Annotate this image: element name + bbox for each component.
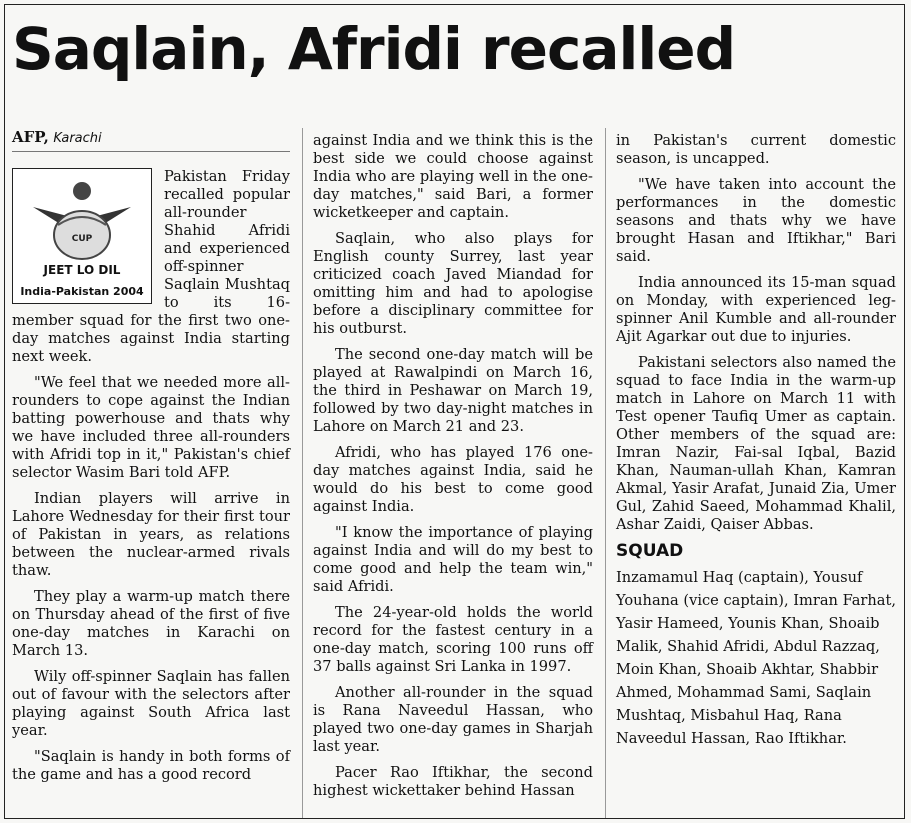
paragraph: against India and we think this is the best side we could choose against India who are playing well in the one-day matches," said Bari, a former wicketkeeper and captain. (313, 132, 593, 221)
byline-agency: AFP, (12, 128, 49, 146)
paragraph: "We feel that we needed more all-rounders to cope against the Indian batting powerhouse and thats why we have included three all-rounders with Afridi top in it," Pakistan's chief selector Wasim Bari told AFP. (12, 374, 290, 481)
paragraph: They play a warm-up match there on Thursday ahead of the first of five one-day matches in Karachi on March 13. (12, 588, 290, 659)
logo-slogan: JEET LO DIL (43, 263, 121, 277)
paragraph: Pakistan Friday recalled popular all-rounder Shahid Afridi and experienced off-spinner Saqlain Mushtaq to its 16-member squad for the first two one-day matches against India starting next week. (12, 168, 290, 365)
paragraph: The second one-day match will be played at Rawalpindi on March 16, the third in Peshawar on March 19, followed by two day-night matches in Lahore on March 21 and 23. (313, 346, 593, 435)
logo-caption: India-Pakistan 2004 (20, 285, 144, 298)
paragraph: Pacer Rao Iftikhar, the second highest wickettaker behind Hassan (313, 764, 593, 799)
paragraph: "I know the importance of playing against India and will do my best to come good and help the team win," said Afridi. (313, 524, 593, 595)
byline-location: Karachi (53, 131, 102, 146)
paragraph: Another all-rounder in the squad is Rana Naveedul Hassan, who played two one-day games in Sharjah last year. (313, 684, 593, 755)
paragraph: in Pakistan's current domestic season, is uncapped. (616, 132, 896, 167)
headline: Saqlain, Afridi recalled (12, 15, 736, 83)
article-column-1 (12, 128, 290, 792)
article-column-3 (616, 132, 896, 750)
paragraph: Saqlain, who also plays for English county Surrey, last year criticized coach Javed Miandad for omitting him and had to apologise before a disciplinary committee for his outburst. (313, 230, 593, 337)
article-column-2 (313, 132, 593, 808)
series-logo (12, 168, 152, 304)
byline (12, 128, 290, 152)
squad-list: Inzamamul Haq (captain), Yousuf Youhana (vice captain), Imran Farhat, Yasir Hameed, Younis Khan, Shoaib Malik, Shahid Afridi, Abdul Razzaq, Moin Khan, Shoaib Akhtar, Shabbir Ahmed, Mohammad Sami, Saqlain Mushtaq, Misbahul Haq, Rana Naveedul Hassan, Rao Iftikhar. (616, 569, 896, 747)
paragraph: Indian players will arrive in Lahore Wednesday for their first tour of Pakistan in years, as relations between the nuclear-armed rivals thaw. (12, 490, 290, 579)
paragraph: Wily off-spinner Saqlain has fallen out of favour with the selectors after playing against South Africa last year. (12, 668, 290, 739)
paragraph: The 24-year-old holds the world record for the fastest century in a one-day match, scoring 100 runs off 37 balls against Sri Lanka in 1997. (313, 604, 593, 675)
paragraph: India announced its 15-man squad on Monday, with experienced leg-spinner Anil Kumble and all-rounder Ajit Agarkar out due to injuries. (616, 274, 896, 345)
paragraph: Afridi, who has played 176 one-day matches against India, said he would do his best to come good against India. (313, 444, 593, 515)
paragraph: "We have taken into account the performances in the domestic seasons and thats why we have brought Hasan and Iftikhar," Bari said. (616, 176, 896, 265)
column-rule (605, 128, 606, 818)
logo-cup-text: CUP (71, 234, 93, 244)
paragraph: "Saqlain is handy in both forms of the game and has a good record (12, 748, 290, 783)
squad-heading: SQUAD (616, 541, 684, 561)
paragraph: Pakistani selectors also named the squad to face India in the warm-up match in Lahore on March 11 with Test opener Taufiq Umer as captain. Other members of the squad are: Imran Nazir, Fai-sal Iqbal, Bazid Khan, Nauman-ullah Khan, Kamran Akmal, Yasir Arafat, Junaid Zia, Umer Gul, Zahid Saeed, Mohammad Khalil, Ashar Zaidi, Qaiser Abbas. (616, 354, 896, 533)
column-rule (302, 128, 303, 818)
